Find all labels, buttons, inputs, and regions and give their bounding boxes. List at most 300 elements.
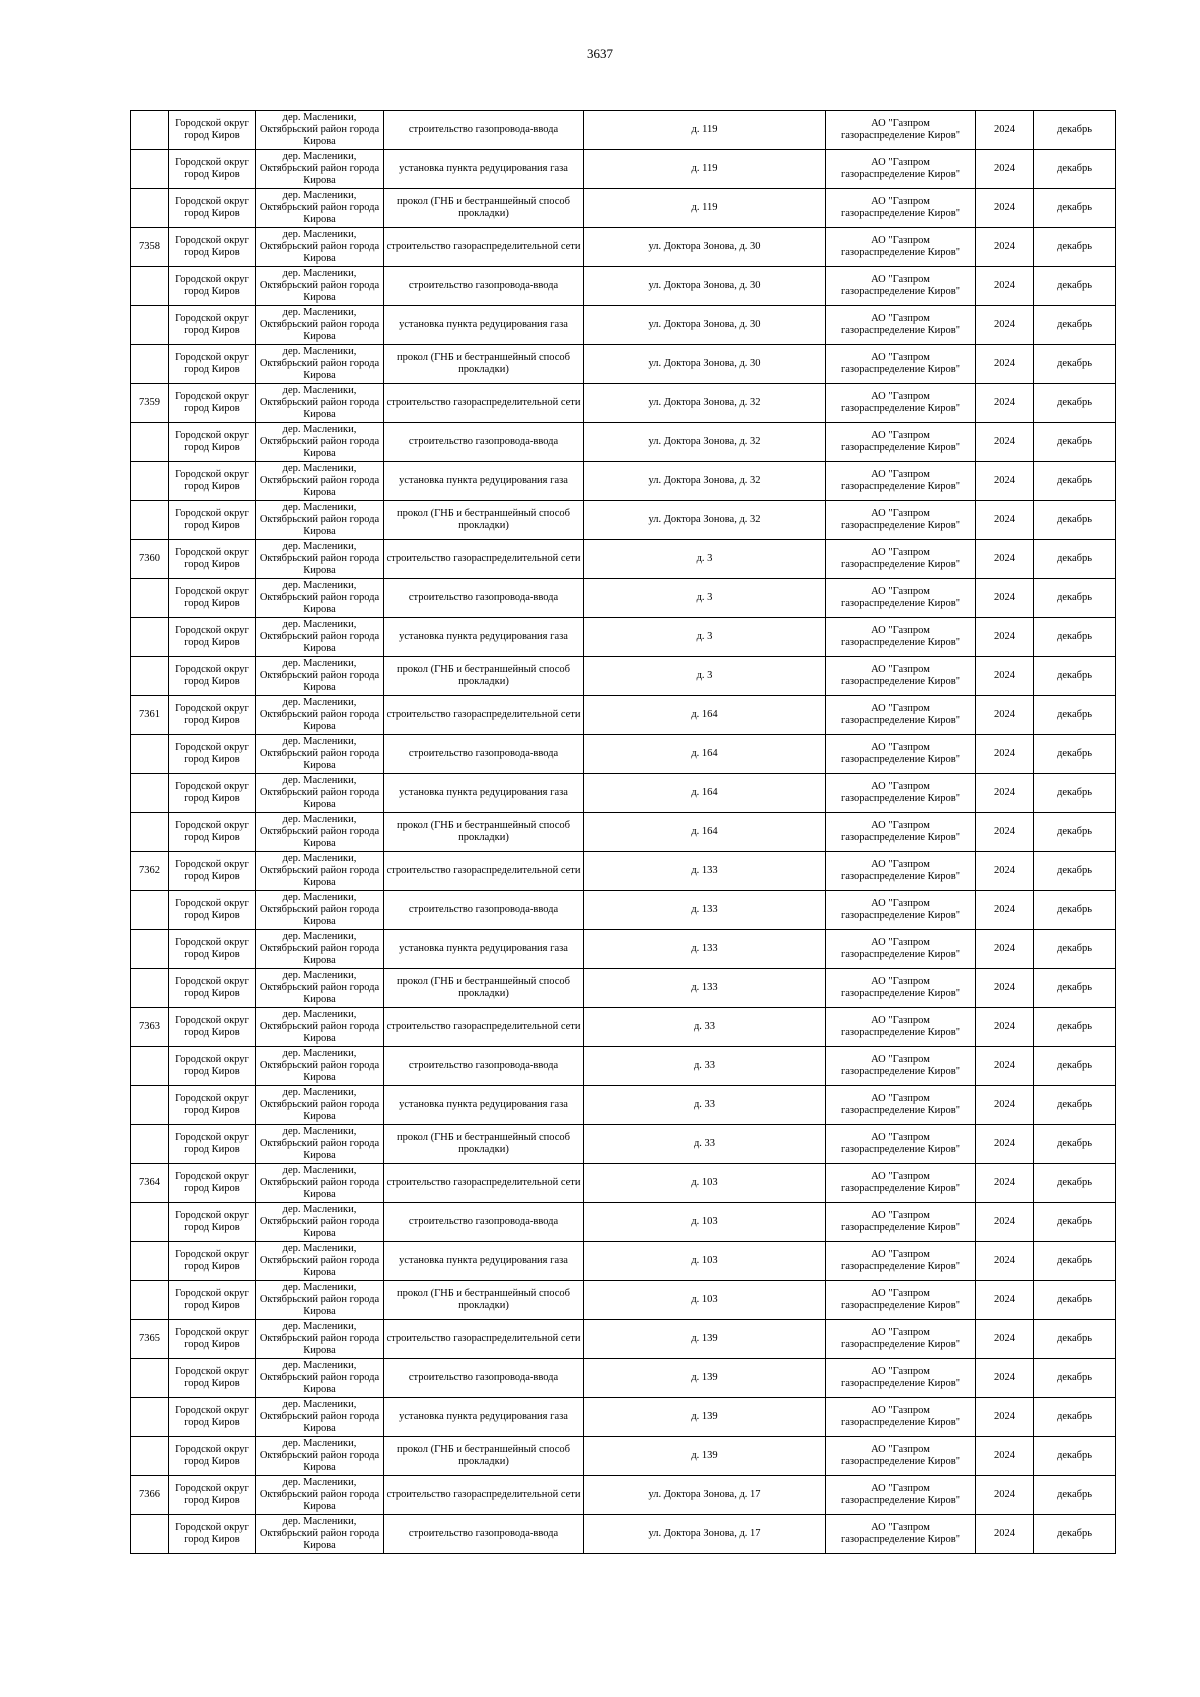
work-type-cell: строительство газопровода-ввода bbox=[384, 1203, 584, 1242]
organization-cell bbox=[826, 891, 976, 930]
address-cell: д. 164 bbox=[584, 696, 826, 735]
work-type-cell: прокол (ГНБ и бестраншейный способ прокладки) bbox=[384, 345, 584, 384]
table-row bbox=[131, 345, 1116, 384]
work-type-cell: прокол (ГНБ и бестраншейный способ прокладки) bbox=[384, 1125, 584, 1164]
locality-cell bbox=[256, 384, 384, 423]
locality-cell-line: Октябрьский район города bbox=[259, 241, 380, 252]
municipality-cell-line: город Киров bbox=[184, 1144, 240, 1155]
municipality-cell-line: Городской округ bbox=[175, 196, 249, 207]
work-type-cell: строительство газопровода-ввода bbox=[384, 1047, 584, 1086]
locality-cell-line: дер. Масленики, bbox=[282, 1477, 357, 1488]
municipality-cell-line: Городской округ bbox=[175, 313, 249, 324]
locality-cell-line: Кирова bbox=[303, 253, 336, 264]
table-body bbox=[131, 111, 1116, 1554]
table-row bbox=[131, 462, 1116, 501]
municipality-cell-line: Городской округ bbox=[175, 703, 249, 714]
work-type-cell: строительство газораспределительной сети bbox=[384, 228, 584, 267]
work-type-cell: строительство газопровода-ввода bbox=[384, 579, 584, 618]
locality-cell-line: Кирова bbox=[303, 370, 336, 381]
municipality-cell-line: Городской округ bbox=[175, 391, 249, 402]
municipality-cell-line: Городской округ bbox=[175, 508, 249, 519]
municipality-cell-line: Городской округ bbox=[175, 274, 249, 285]
locality-cell-line: Кирова bbox=[303, 955, 336, 966]
address-cell: д. 3 bbox=[584, 579, 826, 618]
address-cell: д. 33 bbox=[584, 1125, 826, 1164]
locality-cell-line: Октябрьский район города bbox=[259, 1294, 380, 1305]
month-cell: декабрь bbox=[1034, 1203, 1116, 1242]
work-type-cell: строительство газораспределительной сети bbox=[384, 696, 584, 735]
municipality-cell-line: Городской округ bbox=[175, 1210, 249, 1221]
work-type-cell: установка пункта редуцирования газа bbox=[384, 1086, 584, 1125]
locality-cell-line: дер. Масленики, bbox=[282, 268, 357, 279]
locality-cell-line: дер. Масленики, bbox=[282, 892, 357, 903]
municipality-cell-line: город Киров bbox=[184, 403, 240, 414]
municipality-cell-line: город Киров bbox=[184, 442, 240, 453]
locality-cell-line: дер. Масленики, bbox=[282, 190, 357, 201]
row-number-cell bbox=[131, 306, 169, 345]
table-row bbox=[131, 501, 1116, 540]
work-type-cell: строительство газораспределительной сети bbox=[384, 1320, 584, 1359]
municipality-cell bbox=[169, 969, 256, 1008]
locality-cell bbox=[256, 618, 384, 657]
organization-cell-line: газораспределение Киров" bbox=[840, 715, 961, 726]
organization-cell-line: газораспределение Киров" bbox=[840, 442, 961, 453]
row-number-cell bbox=[131, 1515, 169, 1554]
work-type-cell: строительство газораспределительной сети bbox=[384, 1164, 584, 1203]
address-cell: ул. Доктора Зонова, д. 30 bbox=[584, 345, 826, 384]
row-number-cell bbox=[131, 423, 169, 462]
table-row bbox=[131, 1398, 1116, 1437]
address-cell: д. 164 bbox=[584, 813, 826, 852]
year-cell: 2024 bbox=[976, 1437, 1034, 1476]
locality-cell-line: дер. Масленики, bbox=[282, 970, 357, 981]
month-cell: декабрь bbox=[1034, 657, 1116, 696]
municipality-cell-line: город Киров bbox=[184, 832, 240, 843]
row-number-cell bbox=[131, 150, 169, 189]
organization-cell-line: АО "Газпром bbox=[871, 1132, 930, 1143]
municipality-cell-line: город Киров bbox=[184, 793, 240, 804]
locality-cell bbox=[256, 1086, 384, 1125]
locality-cell-line: Октябрьский район города bbox=[259, 1099, 380, 1110]
municipality-cell bbox=[169, 1086, 256, 1125]
table-row bbox=[131, 696, 1116, 735]
organization-cell-line: газораспределение Киров" bbox=[840, 676, 961, 687]
year-cell: 2024 bbox=[976, 501, 1034, 540]
locality-cell-line: дер. Масленики, bbox=[282, 931, 357, 942]
municipality-cell-line: город Киров bbox=[184, 910, 240, 921]
organization-cell-line: АО "Газпром bbox=[871, 508, 930, 519]
locality-cell-line: дер. Масленики, bbox=[282, 775, 357, 786]
municipality-cell-line: Городской округ bbox=[175, 1483, 249, 1494]
municipality-cell bbox=[169, 111, 256, 150]
work-type-cell: прокол (ГНБ и бестраншейный способ прокладки) bbox=[384, 1281, 584, 1320]
locality-cell-line: Октябрьский район города bbox=[259, 1528, 380, 1539]
locality-cell-line: дер. Масленики, bbox=[282, 151, 357, 162]
locality-cell bbox=[256, 852, 384, 891]
year-cell: 2024 bbox=[976, 969, 1034, 1008]
municipality-cell bbox=[169, 1281, 256, 1320]
month-cell: декабрь bbox=[1034, 579, 1116, 618]
row-number-cell bbox=[131, 1281, 169, 1320]
municipality-cell-line: город Киров bbox=[184, 676, 240, 687]
organization-cell bbox=[826, 1281, 976, 1320]
locality-cell-line: Октябрьский район города bbox=[259, 280, 380, 291]
municipality-cell-line: город Киров bbox=[184, 715, 240, 726]
locality-cell-line: Кирова bbox=[303, 1462, 336, 1473]
locality-cell-line: Кирова bbox=[303, 1540, 336, 1551]
year-cell: 2024 bbox=[976, 735, 1034, 774]
row-number-cell bbox=[131, 1437, 169, 1476]
month-cell: декабрь bbox=[1034, 384, 1116, 423]
locality-cell-line: дер. Масленики, bbox=[282, 619, 357, 630]
year-cell: 2024 bbox=[976, 1281, 1034, 1320]
year-cell: 2024 bbox=[976, 150, 1034, 189]
month-cell: декабрь bbox=[1034, 267, 1116, 306]
work-type-cell: строительство газопровода-ввода bbox=[384, 267, 584, 306]
month-cell: декабрь bbox=[1034, 1281, 1116, 1320]
row-number-cell bbox=[131, 579, 169, 618]
municipality-cell-line: Городской округ bbox=[175, 820, 249, 831]
year-cell: 2024 bbox=[976, 423, 1034, 462]
organization-cell bbox=[826, 228, 976, 267]
year-cell: 2024 bbox=[976, 930, 1034, 969]
municipality-cell-line: город Киров bbox=[184, 637, 240, 648]
locality-cell bbox=[256, 1164, 384, 1203]
organization-cell-line: газораспределение Киров" bbox=[840, 403, 961, 414]
month-cell: декабрь bbox=[1034, 306, 1116, 345]
organization-cell-line: АО "Газпром bbox=[871, 1366, 930, 1377]
locality-cell-line: Октябрьский район города bbox=[259, 826, 380, 837]
work-type-cell: установка пункта редуцирования газа bbox=[384, 306, 584, 345]
address-cell: ул. Доктора Зонова, д. 30 bbox=[584, 267, 826, 306]
organization-cell bbox=[826, 1086, 976, 1125]
locality-cell-line: дер. Масленики, bbox=[282, 112, 357, 123]
organization-cell-line: газораспределение Киров" bbox=[840, 1534, 961, 1545]
organization-cell-line: АО "Газпром bbox=[871, 274, 930, 285]
municipality-cell-line: город Киров bbox=[184, 1183, 240, 1194]
year-cell: 2024 bbox=[976, 345, 1034, 384]
locality-cell-line: Кирова bbox=[303, 1072, 336, 1083]
year-cell: 2024 bbox=[976, 189, 1034, 228]
municipality-cell-line: город Киров bbox=[184, 1534, 240, 1545]
row-number-cell bbox=[131, 1047, 169, 1086]
municipality-cell-line: город Киров bbox=[184, 325, 240, 336]
organization-cell bbox=[826, 306, 976, 345]
municipality-cell-line: город Киров bbox=[184, 1456, 240, 1467]
locality-cell bbox=[256, 1008, 384, 1047]
locality-cell-line: дер. Масленики, bbox=[282, 1087, 357, 1098]
organization-cell-line: газораспределение Киров" bbox=[840, 793, 961, 804]
locality-cell-line: Октябрьский район города bbox=[259, 1060, 380, 1071]
locality-cell-line: Кирова bbox=[303, 214, 336, 225]
row-number-cell: 7359 bbox=[131, 384, 169, 423]
organization-cell bbox=[826, 579, 976, 618]
municipality-cell bbox=[169, 267, 256, 306]
year-cell: 2024 bbox=[976, 462, 1034, 501]
municipality-cell-line: город Киров bbox=[184, 559, 240, 570]
municipality-cell-line: город Киров bbox=[184, 988, 240, 999]
organization-cell-line: АО "Газпром bbox=[871, 820, 930, 831]
organization-cell-line: АО "Газпром bbox=[871, 1522, 930, 1533]
address-cell: д. 103 bbox=[584, 1281, 826, 1320]
address-cell: ул. Доктора Зонова, д. 32 bbox=[584, 501, 826, 540]
locality-cell-line: дер. Масленики, bbox=[282, 814, 357, 825]
locality-cell-line: дер. Масленики, bbox=[282, 658, 357, 669]
locality-cell-line: Кирова bbox=[303, 292, 336, 303]
row-number-cell bbox=[131, 735, 169, 774]
locality-cell bbox=[256, 1125, 384, 1164]
locality-cell bbox=[256, 1242, 384, 1281]
month-cell: декабрь bbox=[1034, 540, 1116, 579]
address-cell: д. 33 bbox=[584, 1047, 826, 1086]
table-row bbox=[131, 852, 1116, 891]
locality-cell-line: Кирова bbox=[303, 1189, 336, 1200]
municipality-cell-line: город Киров bbox=[184, 1105, 240, 1116]
organization-cell-line: АО "Газпром bbox=[871, 1288, 930, 1299]
municipality-cell bbox=[169, 462, 256, 501]
municipality-cell-line: Городской округ bbox=[175, 1132, 249, 1143]
year-cell: 2024 bbox=[976, 852, 1034, 891]
organization-cell-line: газораспределение Киров" bbox=[840, 1300, 961, 1311]
table-row bbox=[131, 1515, 1116, 1554]
locality-cell-line: дер. Масленики, bbox=[282, 502, 357, 513]
municipality-cell-line: город Киров bbox=[184, 130, 240, 141]
year-cell: 2024 bbox=[976, 267, 1034, 306]
work-type-cell: установка пункта редуцирования газа bbox=[384, 618, 584, 657]
municipality-cell-line: Городской округ bbox=[175, 547, 249, 558]
table-row bbox=[131, 930, 1116, 969]
locality-cell-line: Кирова bbox=[303, 643, 336, 654]
address-cell: ул. Доктора Зонова, д. 32 bbox=[584, 462, 826, 501]
table-row bbox=[131, 657, 1116, 696]
work-type-cell: строительство газораспределительной сети bbox=[384, 1476, 584, 1515]
year-cell: 2024 bbox=[976, 1164, 1034, 1203]
table-row bbox=[131, 813, 1116, 852]
municipality-cell-line: город Киров bbox=[184, 598, 240, 609]
locality-cell-line: дер. Масленики, bbox=[282, 1399, 357, 1410]
year-cell: 2024 bbox=[976, 618, 1034, 657]
locality-cell bbox=[256, 813, 384, 852]
locality-cell-line: Кирова bbox=[303, 877, 336, 888]
year-cell: 2024 bbox=[976, 774, 1034, 813]
month-cell: декабрь bbox=[1034, 1125, 1116, 1164]
locality-cell-line: Октябрьский район города bbox=[259, 709, 380, 720]
work-type-cell: строительство газопровода-ввода bbox=[384, 423, 584, 462]
municipality-cell bbox=[169, 228, 256, 267]
month-cell: декабрь bbox=[1034, 1476, 1116, 1515]
locality-cell bbox=[256, 150, 384, 189]
month-cell: декабрь bbox=[1034, 1047, 1116, 1086]
municipality-cell-line: Городской округ bbox=[175, 430, 249, 441]
month-cell: декабрь bbox=[1034, 891, 1116, 930]
organization-cell-line: АО "Газпром bbox=[871, 781, 930, 792]
locality-cell-line: Октябрьский район города bbox=[259, 1177, 380, 1188]
year-cell: 2024 bbox=[976, 1125, 1034, 1164]
organization-cell bbox=[826, 267, 976, 306]
locality-cell-line: дер. Масленики, bbox=[282, 1204, 357, 1215]
organization-cell-line: АО "Газпром bbox=[871, 898, 930, 909]
month-cell: декабрь bbox=[1034, 735, 1116, 774]
municipality-cell-line: город Киров bbox=[184, 169, 240, 180]
locality-cell-line: дер. Масленики, bbox=[282, 346, 357, 357]
locality-cell-line: Кирова bbox=[303, 760, 336, 771]
year-cell: 2024 bbox=[976, 1476, 1034, 1515]
schedule-table bbox=[130, 110, 1116, 1554]
municipality-cell bbox=[169, 1125, 256, 1164]
organization-cell-line: газораспределение Киров" bbox=[840, 1495, 961, 1506]
year-cell: 2024 bbox=[976, 228, 1034, 267]
address-cell: д. 3 bbox=[584, 657, 826, 696]
month-cell: декабрь bbox=[1034, 852, 1116, 891]
municipality-cell-line: Городской округ bbox=[175, 157, 249, 168]
municipality-cell-line: город Киров bbox=[184, 1300, 240, 1311]
locality-cell-line: Кирова bbox=[303, 1384, 336, 1395]
organization-cell-line: АО "Газпром bbox=[871, 937, 930, 948]
month-cell: декабрь bbox=[1034, 150, 1116, 189]
municipality-cell bbox=[169, 1164, 256, 1203]
municipality-cell-line: Городской округ bbox=[175, 898, 249, 909]
organization-cell bbox=[826, 189, 976, 228]
locality-cell-line: Октябрьский район города bbox=[259, 982, 380, 993]
address-cell: д. 3 bbox=[584, 618, 826, 657]
organization-cell-line: АО "Газпром bbox=[871, 703, 930, 714]
locality-cell-line: дер. Масленики, bbox=[282, 1360, 357, 1371]
month-cell: декабрь bbox=[1034, 930, 1116, 969]
row-number-cell bbox=[131, 969, 169, 1008]
year-cell: 2024 bbox=[976, 1320, 1034, 1359]
locality-cell-line: Кирова bbox=[303, 1033, 336, 1044]
locality-cell-line: дер. Масленики, bbox=[282, 736, 357, 747]
municipality-cell bbox=[169, 813, 256, 852]
municipality-cell-line: город Киров bbox=[184, 208, 240, 219]
locality-cell bbox=[256, 1320, 384, 1359]
locality-cell-line: Кирова bbox=[303, 994, 336, 1005]
locality-cell bbox=[256, 1359, 384, 1398]
organization-cell-line: АО "Газпром bbox=[871, 1249, 930, 1260]
municipality-cell-line: Городской округ bbox=[175, 1366, 249, 1377]
address-cell: ул. Доктора Зонова, д. 17 bbox=[584, 1515, 826, 1554]
locality-cell bbox=[256, 228, 384, 267]
month-cell: декабрь bbox=[1034, 774, 1116, 813]
work-type-cell: установка пункта редуцирования газа bbox=[384, 1242, 584, 1281]
locality-cell-line: Октябрьский район города bbox=[259, 475, 380, 486]
locality-cell bbox=[256, 1476, 384, 1515]
table-row bbox=[131, 228, 1116, 267]
organization-cell-line: АО "Газпром bbox=[871, 976, 930, 987]
organization-cell-line: газораспределение Киров" bbox=[840, 1105, 961, 1116]
municipality-cell-line: Городской округ bbox=[175, 118, 249, 129]
locality-cell-line: Октябрьский район города bbox=[259, 670, 380, 681]
organization-cell-line: АО "Газпром bbox=[871, 313, 930, 324]
address-cell: ул. Доктора Зонова, д. 30 bbox=[584, 306, 826, 345]
work-type-cell: установка пункта редуцирования газа bbox=[384, 462, 584, 501]
locality-cell-line: Октябрьский район города bbox=[259, 592, 380, 603]
locality-cell bbox=[256, 969, 384, 1008]
organization-cell-line: газораспределение Киров" bbox=[840, 247, 961, 258]
month-cell: декабрь bbox=[1034, 1398, 1116, 1437]
municipality-cell-line: Городской округ bbox=[175, 352, 249, 363]
row-number-cell: 7366 bbox=[131, 1476, 169, 1515]
month-cell: декабрь bbox=[1034, 501, 1116, 540]
locality-cell-line: Октябрьский район города bbox=[259, 943, 380, 954]
municipality-cell bbox=[169, 540, 256, 579]
row-number-cell bbox=[131, 813, 169, 852]
municipality-cell bbox=[169, 696, 256, 735]
row-number-cell bbox=[131, 1125, 169, 1164]
address-cell: д. 133 bbox=[584, 930, 826, 969]
work-type-cell: строительство газораспределительной сети bbox=[384, 852, 584, 891]
locality-cell-line: дер. Масленики, bbox=[282, 229, 357, 240]
locality-cell-line: Кирова bbox=[303, 175, 336, 186]
year-cell: 2024 bbox=[976, 111, 1034, 150]
year-cell: 2024 bbox=[976, 696, 1034, 735]
table-row bbox=[131, 540, 1116, 579]
organization-cell bbox=[826, 930, 976, 969]
month-cell: декабрь bbox=[1034, 1515, 1116, 1554]
month-cell: декабрь bbox=[1034, 1086, 1116, 1125]
address-cell: д. 139 bbox=[584, 1398, 826, 1437]
locality-cell-line: Октябрьский район города bbox=[259, 1489, 380, 1500]
municipality-cell-line: город Киров bbox=[184, 871, 240, 882]
locality-cell bbox=[256, 1515, 384, 1554]
organization-cell-line: газораспределение Киров" bbox=[840, 637, 961, 648]
locality-cell-line: дер. Масленики, bbox=[282, 1321, 357, 1332]
month-cell: декабрь bbox=[1034, 228, 1116, 267]
locality-cell-line: дер. Масленики, bbox=[282, 1048, 357, 1059]
organization-cell-line: АО "Газпром bbox=[871, 1483, 930, 1494]
locality-cell-line: Кирова bbox=[303, 1306, 336, 1317]
municipality-cell-line: Городской округ bbox=[175, 1288, 249, 1299]
address-cell: ул. Доктора Зонова, д. 17 bbox=[584, 1476, 826, 1515]
row-number-cell: 7362 bbox=[131, 852, 169, 891]
locality-cell-line: Кирова bbox=[303, 409, 336, 420]
work-type-cell: строительство газопровода-ввода bbox=[384, 1515, 584, 1554]
municipality-cell bbox=[169, 618, 256, 657]
address-cell: ул. Доктора Зонова, д. 30 bbox=[584, 228, 826, 267]
organization-cell-line: АО "Газпром bbox=[871, 625, 930, 636]
locality-cell bbox=[256, 423, 384, 462]
locality-cell-line: Октябрьский район города bbox=[259, 1411, 380, 1422]
locality-cell-line: дер. Масленики, bbox=[282, 307, 357, 318]
row-number-cell bbox=[131, 462, 169, 501]
municipality-cell-line: город Киров bbox=[184, 949, 240, 960]
organization-cell bbox=[826, 852, 976, 891]
municipality-cell-line: город Киров bbox=[184, 754, 240, 765]
month-cell: декабрь bbox=[1034, 1320, 1116, 1359]
locality-cell bbox=[256, 1437, 384, 1476]
locality-cell bbox=[256, 1281, 384, 1320]
locality-cell-line: Кирова bbox=[303, 1267, 336, 1278]
organization-cell-line: газораспределение Киров" bbox=[840, 364, 961, 375]
table-row bbox=[131, 579, 1116, 618]
municipality-cell bbox=[169, 189, 256, 228]
locality-cell-line: Кирова bbox=[303, 565, 336, 576]
table-row bbox=[131, 1437, 1116, 1476]
year-cell: 2024 bbox=[976, 891, 1034, 930]
municipality-cell bbox=[169, 735, 256, 774]
address-cell: д. 3 bbox=[584, 540, 826, 579]
work-type-cell: строительство газораспределительной сети bbox=[384, 1008, 584, 1047]
locality-cell bbox=[256, 111, 384, 150]
row-number-cell bbox=[131, 1203, 169, 1242]
month-cell: декабрь bbox=[1034, 1437, 1116, 1476]
organization-cell-line: газораспределение Киров" bbox=[840, 169, 961, 180]
organization-cell-line: АО "Газпром bbox=[871, 1210, 930, 1221]
municipality-cell-line: Городской округ bbox=[175, 1405, 249, 1416]
locality-cell-line: Кирова bbox=[303, 1423, 336, 1434]
work-type-cell: строительство газопровода-ввода bbox=[384, 111, 584, 150]
organization-cell-line: газораспределение Киров" bbox=[840, 1222, 961, 1233]
